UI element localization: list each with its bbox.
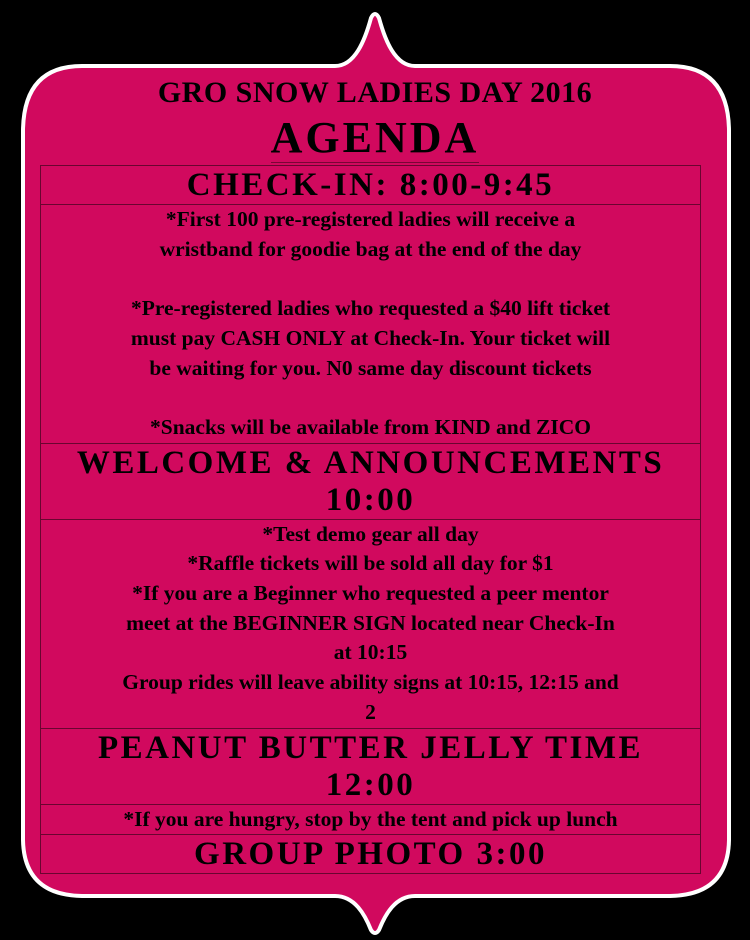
section-heading-line: 10:00: [325, 481, 416, 518]
detail-line: must pay CASH ONLY at Check-In. Your ticket will: [130, 325, 611, 350]
detail-line: 2: [365, 699, 376, 724]
detail-line: *Test demo gear all day: [262, 521, 479, 546]
detail-line: [41, 264, 700, 294]
detail-line: be waiting for you. N0 same day discount tickets: [149, 355, 592, 380]
section-heading-line: PEANUT BUTTER JELLY TIME: [97, 729, 644, 766]
event-title: GRO SNOW LADIES DAY 2016: [157, 76, 593, 109]
detail-line: at 10:15: [333, 640, 408, 665]
agenda-table: [40, 165, 701, 874]
detail-line: *First 100 pre-registered ladies will receive a: [165, 207, 576, 231]
section-heading-line: WELCOME & ANNOUNCEMENTS: [76, 444, 665, 481]
detail-line: *Raffle tickets will be sold all day for $1: [187, 551, 554, 576]
detail-line: wristband for goodie bag at the end of the day: [159, 236, 582, 261]
section-details: [41, 205, 700, 444]
section-heading: [41, 166, 700, 205]
section-heading: [41, 835, 700, 874]
detail-line: meet at the BEGINNER SIGN located near Check-In: [126, 610, 615, 635]
agenda-heading: AGENDA: [270, 113, 480, 162]
detail-line: *Pre-registered ladies who requested a $40 lift ticket: [130, 296, 611, 321]
section-details: [41, 520, 700, 729]
section-heading-line: 12:00: [325, 766, 416, 803]
detail-line: [41, 383, 700, 413]
section-heading-line: CHECK-IN: 8:00-9:45: [186, 167, 555, 203]
detail-line: *Snacks will be available from KIND and ZICO: [149, 414, 591, 439]
section-heading: [41, 729, 700, 805]
detail-line: *If you are hungry, stop by the tent and pick up lunch: [123, 806, 618, 831]
section-heading-line: GROUP PHOTO 3:00: [194, 836, 547, 873]
section-heading: [41, 444, 700, 520]
detail-line: Group rides will leave ability signs at 10:15, 12:15 and: [122, 670, 619, 695]
detail-line: *If you are a Beginner who requested a peer mentor: [132, 581, 609, 605]
section-details: [41, 805, 700, 836]
